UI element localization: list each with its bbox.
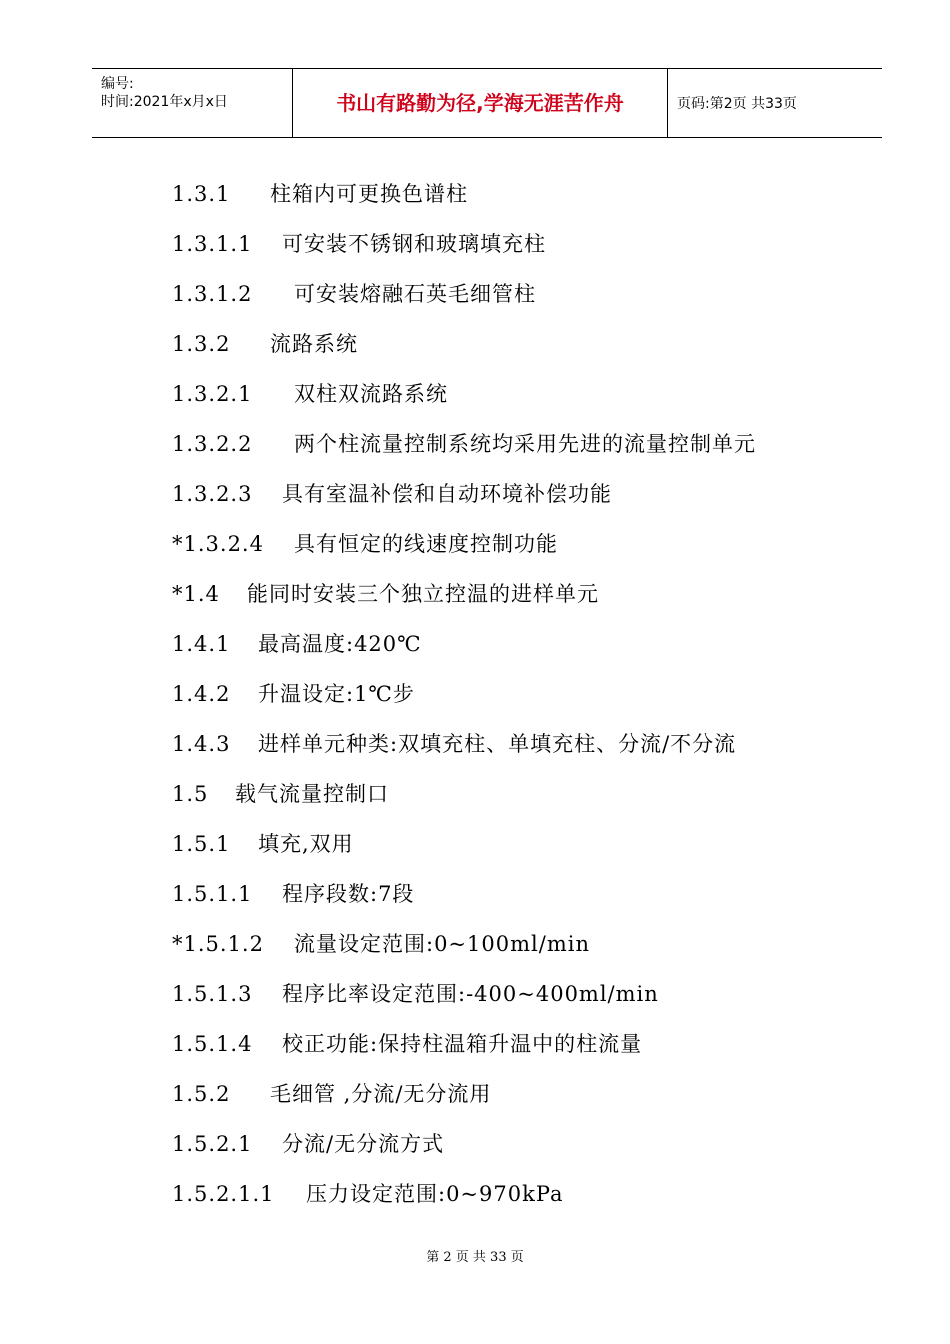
section-text: 具有恒定的线速度控制功能: [294, 532, 558, 556]
spec-line: [172, 1078, 491, 1110]
section-number: 1.3.1: [172, 182, 231, 206]
section-text: 可安装熔融石英毛细管柱: [294, 282, 536, 306]
section-number: *1.5.1.2: [172, 932, 264, 956]
section-number: 1.3.1.1: [172, 232, 253, 256]
section-number: 1.5.2: [172, 1082, 231, 1106]
spec-line: [172, 328, 358, 360]
spec-line: [172, 278, 536, 310]
section-number: 1.3.2.2: [172, 432, 253, 456]
section-number: 1.5: [172, 782, 209, 806]
section-number: 1.5.2.1.1: [172, 1182, 275, 1206]
section-text: 能同时安装三个独立控温的进样单元: [247, 582, 599, 606]
section-text: 毛细管 ,分流/无分流用: [270, 1082, 492, 1106]
section-text: 填充,双用: [258, 832, 354, 856]
section-number: 1.5.1.4: [172, 1032, 253, 1056]
section-text: 升温设定:1℃步: [258, 682, 415, 706]
spec-line: [172, 528, 558, 560]
header-meta-cell: [92, 69, 292, 137]
spec-line: [172, 1128, 444, 1160]
page-header: [92, 68, 882, 138]
spec-line: [172, 1178, 564, 1210]
section-text: 双柱双流路系统: [294, 382, 448, 406]
section-number: *1.4: [172, 582, 220, 606]
section-text: 两个柱流量控制系统均采用先进的流量控制单元: [294, 432, 756, 456]
section-number: 1.5.1.3: [172, 982, 253, 1006]
spec-line: [172, 978, 659, 1010]
section-text: 程序段数:7段: [282, 882, 415, 906]
section-number: *1.3.2.4: [172, 532, 264, 556]
section-number: 1.5.1.1: [172, 882, 253, 906]
document-time-label: 时间:2021年x月x日: [101, 94, 228, 110]
spec-line: [172, 478, 612, 510]
spec-line: [172, 228, 546, 260]
section-number: 1.5.2.1: [172, 1132, 253, 1156]
spec-line: [172, 378, 448, 410]
section-text: 具有室温补偿和自动环境补偿功能: [282, 482, 612, 506]
spec-line: [172, 678, 415, 710]
spec-line: [172, 578, 599, 610]
section-number: 1.4.3: [172, 732, 231, 756]
section-number: 1.4.2: [172, 682, 231, 706]
page-footer: 第 2 页 共 33 页: [426, 1250, 524, 1265]
spec-line: [172, 928, 590, 960]
spec-line: [172, 728, 736, 760]
section-text: 流路系统: [270, 332, 358, 356]
section-text: 载气流量控制口: [235, 782, 389, 806]
section-number: 1.5.1: [172, 832, 231, 856]
section-text: 程序比率设定范围:-400~400ml/min: [282, 982, 659, 1006]
spec-line: [172, 1028, 642, 1060]
section-number: 1.3.2: [172, 332, 231, 356]
section-text: 进样单元种类:双填充柱、单填充柱、分流/不分流: [258, 732, 737, 756]
section-text: 压力设定范围:0~970kPa: [306, 1182, 564, 1206]
spec-line: [172, 778, 389, 810]
document-code-label: 编号:: [101, 76, 134, 92]
spec-line: [172, 878, 414, 910]
section-text: 校正功能:保持柱温箱升温中的柱流量: [282, 1032, 643, 1056]
spec-line: [172, 178, 468, 210]
section-text: 流量设定范围:0~100ml/min: [294, 932, 590, 956]
section-number: 1.3.2.1: [172, 382, 253, 406]
header-page-info: 页码:第2页 共33页: [677, 96, 797, 112]
section-text: 最高温度:420℃: [258, 632, 422, 656]
header-motto: 书山有路勤为径,学海无涯苦作舟: [336, 91, 624, 115]
section-text: 可安装不锈钢和玻璃填充柱: [282, 232, 546, 256]
spec-line: [172, 628, 422, 660]
section-text: 柱箱内可更换色谱柱: [270, 182, 468, 206]
header-page-cell: [667, 69, 882, 137]
section-number: 1.3.2.3: [172, 482, 253, 506]
section-number: 1.4.1: [172, 632, 231, 656]
section-text: 分流/无分流方式: [282, 1132, 445, 1156]
section-number: 1.3.1.2: [172, 282, 253, 306]
spec-line: [172, 428, 756, 460]
spec-line: [172, 828, 354, 860]
header-motto-cell: [292, 69, 668, 137]
